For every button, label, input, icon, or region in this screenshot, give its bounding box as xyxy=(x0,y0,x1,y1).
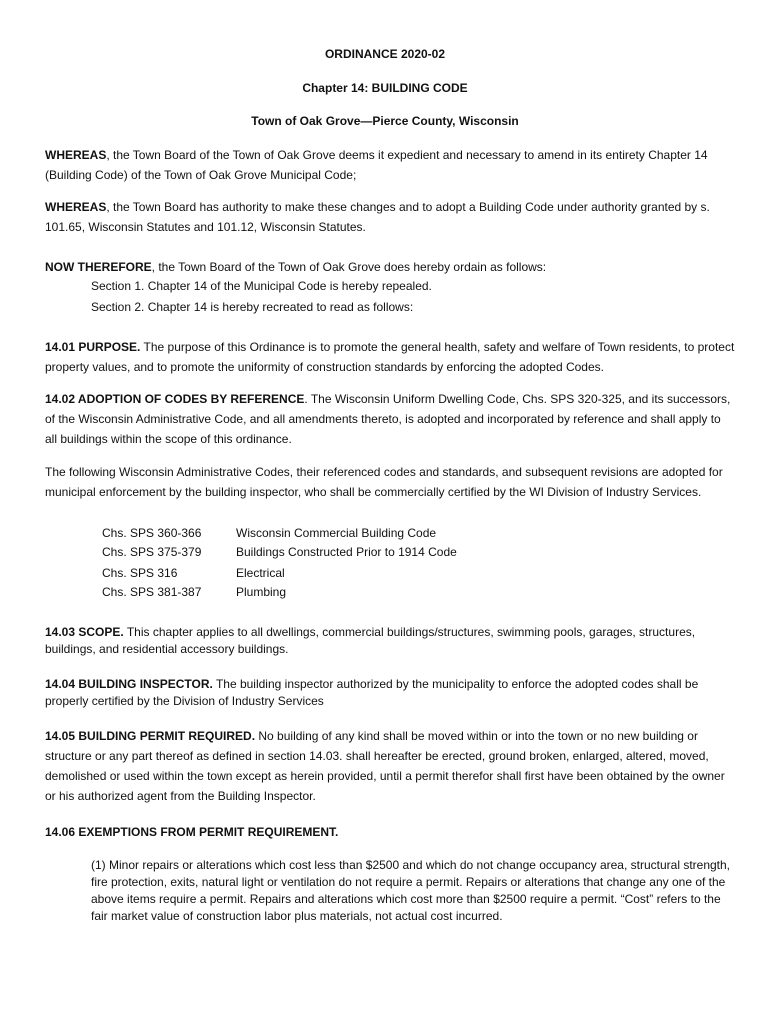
section-14-04-text: The building inspector authorized by the municipality to enforce the adopted codes shall be properly certified by the Division of Industry Services xyxy=(45,677,699,708)
ordinance-number: ORDINANCE 2020-02 xyxy=(324,47,446,61)
section-14-04-heading: 14.04 BUILDING INSPECTOR. xyxy=(45,677,213,691)
section-14-02-text: . The Wisconsin Uniform Dwelling Code, Chs. SPS 320-325, and its successors, of the Wisconsin Administrative Code, and all amendments thereto, is adopted and incorporated by reference and shall apply to all buildings within the scope of this ordinance. xyxy=(45,392,731,446)
section-14-05 xyxy=(45,726,735,806)
section-14-02 xyxy=(45,389,735,449)
whereas-lead-1: WHEREAS xyxy=(45,148,107,162)
now-therefore-text: , the Town Board of the Town of Oak Grove does hereby ordain as follows: xyxy=(151,260,547,274)
section-14-06-heading xyxy=(45,822,735,842)
code-number: Chs. SPS 360-366 xyxy=(102,526,202,540)
section-14-01 xyxy=(45,337,735,377)
section-14-06-heading-text: 14.06 EXEMPTIONS FROM PERMIT REQUIREMENT. xyxy=(45,825,339,839)
whereas-text-1: , the Town Board of the Town of Oak Grove deems it expedient and necessary to amend in its entirety Chapter 14 (Building Code) of the Town of Oak Grove Municipal Code; xyxy=(45,148,708,182)
now-therefore-paragraph xyxy=(45,257,735,277)
whereas-paragraph-1 xyxy=(45,145,735,185)
whereas-paragraph-2 xyxy=(45,197,735,237)
code-description: Electrical xyxy=(236,566,285,580)
section-14-05-heading: 14.05 BUILDING PERMIT REQUIRED. xyxy=(45,729,256,743)
code-description: Wisconsin Commercial Building Code xyxy=(236,526,437,540)
section-14-03-heading: 14.03 SCOPE. xyxy=(45,625,124,639)
chapter-title: Chapter 14: BUILDING CODE xyxy=(302,81,468,95)
code-description: Buildings Constructed Prior to 1914 Code xyxy=(236,545,457,559)
section-14-01-text: The purpose of this Ordinance is to promote the general health, safety and welfare of Town residents, to protect property values, and to promote the uniformity of construction standards by enforcing the adopted Codes. xyxy=(45,340,735,374)
whereas-lead-2: WHEREAS xyxy=(45,200,107,214)
following-codes-paragraph: The following Wisconsin Administrative Codes, their referenced codes and standards, and subsequent revisions are adopted for municipal enforcement by the building inspector, who shall be commercially certified by the WI Division of Industry Services. xyxy=(45,465,723,499)
section-14-02-heading: 14.02 ADOPTION OF CODES BY REFERENCE xyxy=(45,392,305,406)
section-14-06-item-1: (1) Minor repairs or alterations which cost less than $2500 and which do not change occupancy area, structural strength, fire protection, exits, natural light or ventilation do not require a permit. Repairs or alterations that change any one of the above items require a permit. Repairs and alterations which cost more than $2500 require a permit. “Cost” refers to the fair market value of construction labor plus materials, not actual cost incurred. xyxy=(91,858,731,923)
section-1-line: Section 1. Chapter 14 of the Municipal Code is hereby repealed. xyxy=(91,279,432,293)
section-2-line: Section 2. Chapter 14 is hereby recreated to read as follows: xyxy=(91,300,414,314)
code-number: Chs. SPS 316 xyxy=(102,566,178,580)
section-14-04 xyxy=(45,676,735,710)
now-therefore-lead: NOW THEREFORE xyxy=(45,260,152,274)
code-description: Plumbing xyxy=(236,585,287,599)
code-number: Chs. SPS 375-379 xyxy=(102,545,202,559)
section-14-05-text: No building of any kind shall be moved within or into the town or no new building or structure or any part thereof as defined in section 14.03. shall hereafter be erected, ground broken, enlarged, altered, moved, demolished or used within the town except as herein provided, until a permit therefor shall first have been obtained by the owner or his authorized agent from the Building Inspector. xyxy=(45,729,725,803)
whereas-text-2: , the Town Board has authority to make these changes and to adopt a Building Code under authority granted by s. 101.65, Wisconsin Statutes and 101.12, Wisconsin Statutes. xyxy=(45,200,710,234)
town-title: Town of Oak Grove—Pierce County, Wisconsin xyxy=(251,114,519,128)
code-number: Chs. SPS 381-387 xyxy=(102,585,202,599)
section-14-01-heading: 14.01 PURPOSE. xyxy=(45,340,141,354)
section-14-03-text: This chapter applies to all dwellings, commercial buildings/structures, swimming pools, garages, structures, buildings, and residential accessory buildings. xyxy=(45,625,696,656)
section-14-03 xyxy=(45,624,735,658)
